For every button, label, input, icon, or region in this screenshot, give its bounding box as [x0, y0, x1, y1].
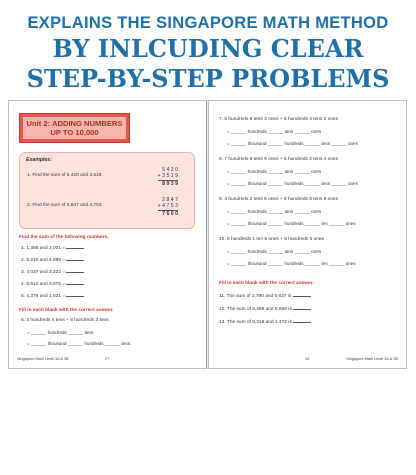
question-7: 7. 5 hundreds 9 tens 3 ones + 6 hundreds 4 tens 2 ones — [219, 117, 339, 122]
footer-book-title: Singapore Math Level 3A & 3B — [17, 357, 69, 361]
right-page — [208, 100, 407, 369]
answer-blank[interactable] — [66, 293, 84, 297]
question-2-text: 2. 5,210 and 4,689 = — [21, 258, 67, 263]
question-13 — [219, 319, 311, 325]
question-6-line-1: = ______ hundreds ______ tens — [27, 330, 94, 335]
question-9: 9. 4 hundreds 2 tens 5 ones + 8 hundreds 8 tens 9 ones — [219, 197, 339, 202]
question-3-text: 3. 4,037 and 2,222 = — [21, 270, 67, 275]
question-9-line-2: = ______ thousand ______ hundreds ______ ten ______ ones — [227, 221, 356, 226]
footer-book-title: Singapore Math Level 3A & 3B — [346, 357, 398, 361]
answer-blank[interactable] — [293, 319, 311, 323]
question-7-line-1: = ______ hundreds ______ tens ______ ones — [227, 129, 322, 134]
example-1-addend-b: + 3 5 1 9 — [157, 173, 178, 180]
question-3 — [21, 269, 84, 275]
example-1-answer: 8 9 3 9 — [162, 181, 178, 188]
example-2-addend-b: + 4 7 5 3 — [157, 203, 178, 210]
section-heading-fill-blank: Fill in each blank with the correct answer. — [219, 281, 314, 286]
question-8-line-2: = ______ thousand ______ hundreds ______ tens ______ ones — [227, 181, 358, 186]
page-number: 28 — [305, 357, 310, 361]
answer-blank[interactable] — [66, 257, 84, 261]
question-6-line-2: = ______ thousand ______ hundreds ______ tens — [27, 341, 131, 346]
question-1-text: 1. 1,386 and 2,001 = — [21, 246, 67, 251]
banner-line-2: BY INLCUDING CLEAR — [52, 34, 364, 63]
question-5-text: 5. 4,378 and 1,521 = — [21, 294, 67, 299]
examples-box — [19, 152, 195, 229]
question-6: 6. 3 hundreds 4 tens + 8 hundreds 3 tens — [21, 318, 109, 323]
example-1-addend-a: 5 4 2 0 — [162, 167, 178, 173]
question-13-text: 13. The sum of 8,316 and 1,472 is — [219, 320, 294, 325]
question-7-line-2: = ______ thousand ______ hundreds ______ tens ______ ones — [227, 141, 358, 146]
question-10-line-1: = ______ hundreds ______ tens ______ ones — [227, 249, 322, 254]
answer-blank[interactable] — [66, 281, 84, 285]
banner-line-1: EXPLAINS THE SINGAPORE MATH METHOD — [27, 14, 389, 32]
answer-blank[interactable] — [293, 293, 311, 297]
example-2-answer: 7 6 0 0 — [162, 211, 178, 218]
question-11-text: 11. The sum of 2,790 and 5,637 is — [219, 294, 293, 299]
answer-blank[interactable] — [293, 306, 311, 310]
question-8-line-1: = ______ hundreds ______ tens ______ ones — [227, 169, 322, 174]
example-2-addend-a: 2 8 4 7 — [162, 197, 178, 203]
question-4-text: 4. 6,512 and 3,076 = — [21, 282, 67, 287]
question-10-line-2: = ______ thousand ______ hundreds ______ ten ______ ones — [227, 261, 356, 266]
example-2-text: 2. Find the sum of 2,847 and 4,753. — [27, 203, 103, 208]
page-number: 27 — [105, 357, 110, 361]
answer-blank[interactable] — [66, 245, 84, 249]
banner-line-3: STEP-BY-STEP PROBLEMS — [26, 64, 390, 93]
question-2 — [21, 257, 84, 263]
question-1 — [21, 245, 84, 251]
question-9-line-1: = ______ hundreds ______ tens ______ ones — [227, 209, 322, 214]
example-2-calculation — [158, 197, 178, 218]
question-12 — [219, 306, 311, 312]
question-8: 8. 7 hundreds 6 tens 9 ones + 5 hundreds 2 tens 4 ones — [219, 157, 339, 162]
section-heading-fill-blank: Fill in each blank with the correct answer. — [19, 308, 114, 313]
answer-blank[interactable] — [66, 269, 84, 273]
examples-label: Examples: — [26, 157, 52, 163]
unit-title-banner — [19, 113, 130, 143]
example-1-text: 1. Find the sum of 5,420 and 3,519. — [27, 173, 103, 178]
question-10: 10. 9 hundreds 1 ten 5 ones + 8 hundreds 5 ones — [219, 237, 324, 242]
question-12-text: 12. The sum of 3,469 and 5,659 is — [219, 307, 294, 312]
unit-title-line-1: Unit 2: ADDING NUMBERS — [26, 119, 123, 128]
question-11 — [219, 293, 311, 299]
section-heading-sums: Find the sum of the following numbers. — [19, 235, 109, 240]
example-1-calculation — [158, 167, 178, 188]
question-5 — [21, 293, 84, 299]
left-page — [8, 100, 207, 369]
unit-title-line-2: UP TO 10,000 — [50, 128, 99, 137]
question-4 — [21, 281, 84, 287]
